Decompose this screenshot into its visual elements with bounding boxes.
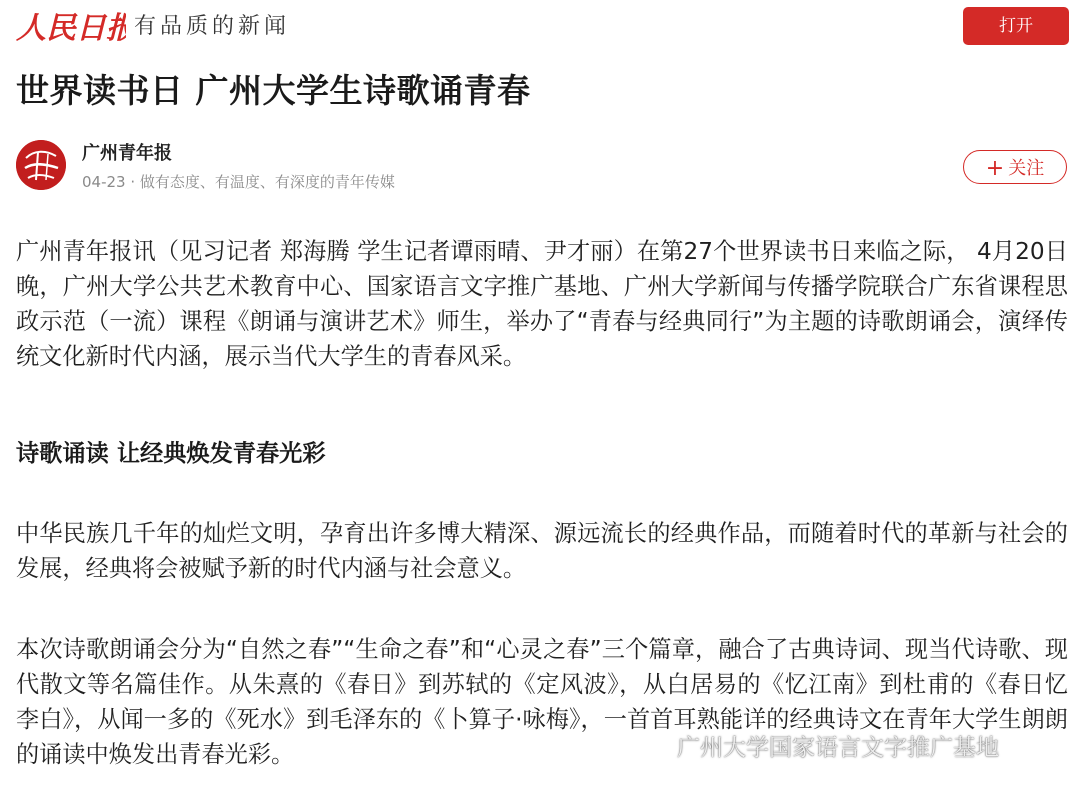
wechat-icon (645, 732, 673, 760)
article-title: 世界读书日 广州大学生诗歌诵青春 (16, 71, 531, 110)
avatar-logo-icon (16, 140, 66, 190)
plus-icon: + (985, 156, 1005, 181)
paragraph-two: 中华民族几千年的灿烂文明，孕育出许多博大精深、源远流长的经典作品，而随着时代的革新与社会的发展，经典将会被赋予新的时代内涵与社会意义。 (16, 520, 1068, 582)
section-heading: 诗歌诵读 让经典焕发青春光彩 (16, 440, 326, 467)
watermark (645, 730, 999, 766)
avatar[interactable] (16, 140, 66, 190)
article-meta: 04-23 · 做有态度、有温度、有深度的青年传媒 (82, 173, 395, 191)
follow-button[interactable] (963, 150, 1067, 184)
author-name[interactable]: 广州青年报 (82, 143, 172, 164)
watermark-text: 广州大学国家语言文字推广基地 (677, 735, 999, 761)
open-app-button[interactable]: 打开 (963, 7, 1069, 45)
slogan: 有品质的新闻 (134, 14, 291, 39)
follow-label: 关注 (1008, 158, 1045, 179)
paragraph-intro: 广州青年报讯（见习记者 郑海腾 学生记者谭雨晴、尹才丽）在第27个世界读书日来临之际， 4月20日晚，广州大学公共艺术教育中心、国家语言文字推广基地、广州大学新闻与传播学院联合广东省课程思政示范（一流）课程《朗诵与演讲艺术》师生，举办了“青春与经典同行”为主题的诗歌朗诵会，演绎传统文化新时代内涵，展示当代大学生的青春风采。 (16, 238, 1068, 370)
people-daily-logo[interactable] (14, 6, 126, 48)
paragraph-three: 本次诗歌朗诵会分为“自然之春”“生命之春”和“心灵之春”三个篇章，融合了古典诗词、现当代诗歌、现代散文等名篇佳作。从朱熹的《春日》到苏轼的《定风波》，从白居易的《忆江南》到杜甫的《春日忆李白》，从闻一多的《死水》到毛泽东的《卜算子·咏梅》，一首首耳熟能详的经典诗文在青年大学生朗朗的诵读中焕发出青春光彩。 (16, 636, 1068, 768)
top-bar (0, 0, 1080, 56)
logo-text: 人民日报 (16, 11, 126, 46)
